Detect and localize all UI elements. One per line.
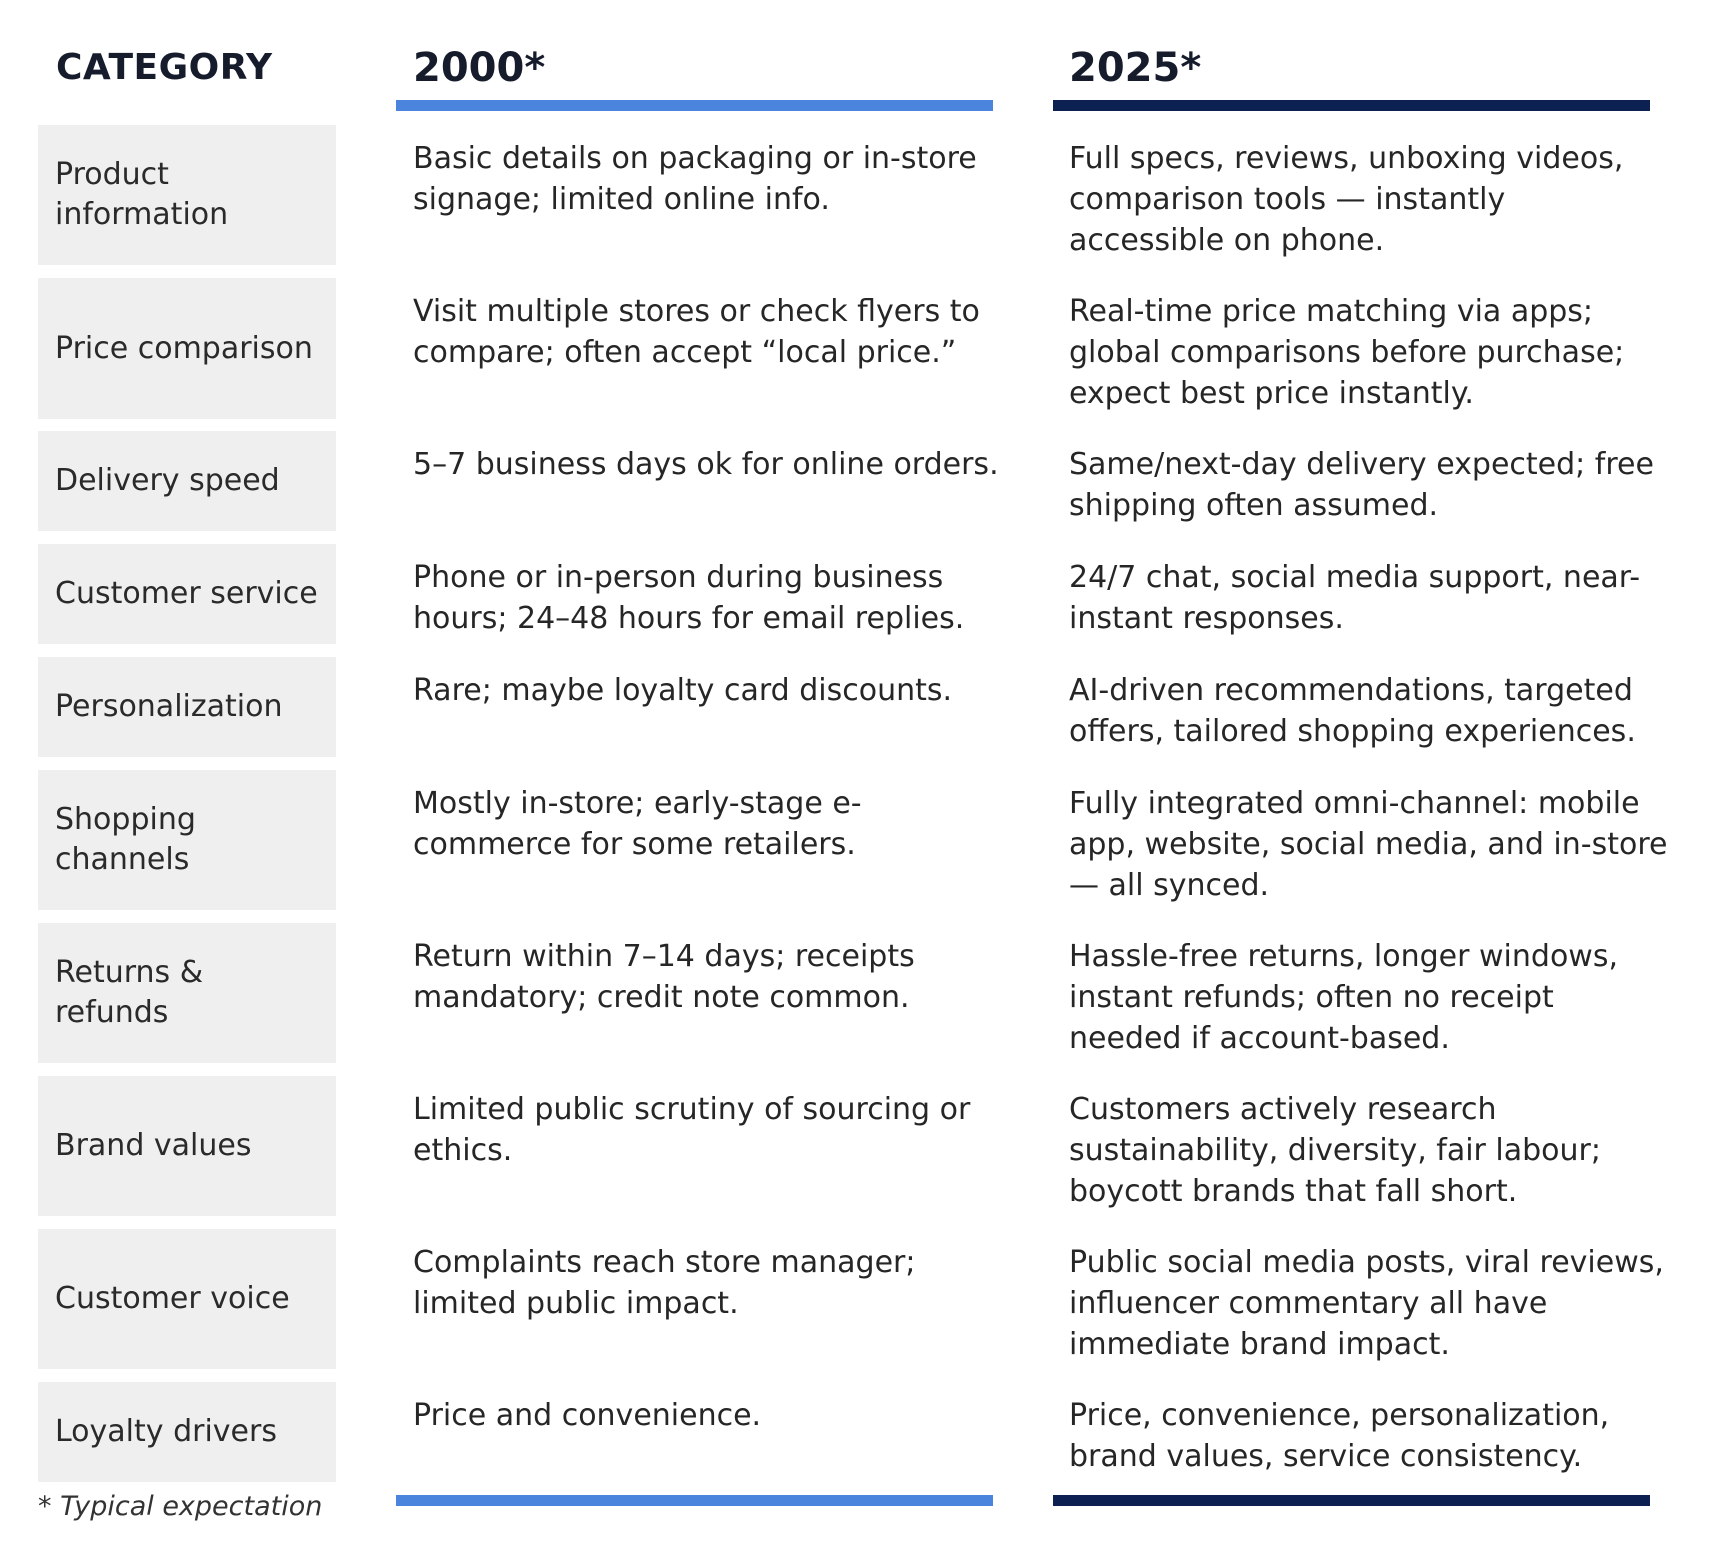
category-column-header: CATEGORY <box>56 47 273 88</box>
category-cell: Personalization <box>38 657 336 757</box>
year-2025-column-header: 2025* <box>1069 45 1202 91</box>
year-2000-cell: Price and convenience. <box>413 1398 762 1433</box>
year-2025-cell: 24/7 chat, social media support, near-instant responses. <box>1069 560 1641 636</box>
year-2000-cell: 5–7 business days ok for online orders. <box>413 447 999 482</box>
category-cell: Customer voice <box>38 1229 336 1369</box>
year-2025-cell: Hassle-free returns, longer windows, instant refunds; often no receipt needed if account-based. <box>1069 939 1618 1056</box>
year-2025-cell: Real-time price matching via apps; global comparisons before purchase; expect best price instantly. <box>1069 294 1625 411</box>
year-2000-cell: Basic details on packaging or in-store signage; limited online info. <box>413 141 977 217</box>
year-2025-cell: Price, convenience, personalization, brand values, service consistency. <box>1069 1398 1610 1474</box>
year-2025-cell: Customers actively research sustainability, diversity, fair labour; boycott brands that fall short. <box>1069 1092 1601 1209</box>
year-2025-cell: Same/next-day delivery expected; free shipping often assumed. <box>1069 447 1654 523</box>
year-2025-bottom-rule <box>1053 1495 1650 1506</box>
year-2000-column-header: 2000* <box>413 45 546 91</box>
year-2025-cell: Fully integrated omni-channel: mobile app, website, social media, and in-store — all synced. <box>1069 786 1668 903</box>
year-2000-cell: Return within 7–14 days; receipts mandatory; credit note common. <box>413 939 915 1015</box>
year-2000-cell: Phone or in-person during business hours; 24–48 hours for email replies. <box>413 560 965 636</box>
category-cell: Loyalty drivers <box>38 1382 336 1482</box>
footnote: * Typical expectation <box>38 1491 323 1522</box>
year-2025-cell: Full specs, reviews, unboxing videos, comparison tools — instantly accessible on phone. <box>1069 141 1624 258</box>
year-2025-top-rule <box>1053 100 1650 111</box>
year-2000-cell: Limited public scrutiny of sourcing or ethics. <box>413 1092 971 1168</box>
year-2000-cell: Complaints reach store manager; limited public impact. <box>413 1245 916 1321</box>
year-2000-bottom-rule <box>396 1495 993 1506</box>
category-cell: Product information <box>38 125 336 265</box>
category-cell: Price comparison <box>38 278 336 419</box>
category-cell: Delivery speed <box>38 431 336 531</box>
year-2000-top-rule <box>396 100 993 111</box>
year-2025-cell: AI-driven recommendations, targeted offers, tailored shopping experiences. <box>1069 673 1636 749</box>
year-2000-cell: Visit multiple stores or check flyers to compare; often accept “local price.” <box>413 294 980 370</box>
category-cell: Shopping channels <box>38 770 336 910</box>
year-2000-cell: Mostly in-store; early-stage e-commerce for some retailers. <box>413 786 862 862</box>
year-2025-cell: Public social media posts, viral reviews, influencer commentary all have immediate brand impact. <box>1069 1245 1664 1362</box>
category-cell: Customer service <box>38 544 336 644</box>
year-2000-cell: Rare; maybe loyalty card discounts. <box>413 673 953 708</box>
category-cell: Brand values <box>38 1076 336 1216</box>
category-cell: Returns & refunds <box>38 923 336 1063</box>
